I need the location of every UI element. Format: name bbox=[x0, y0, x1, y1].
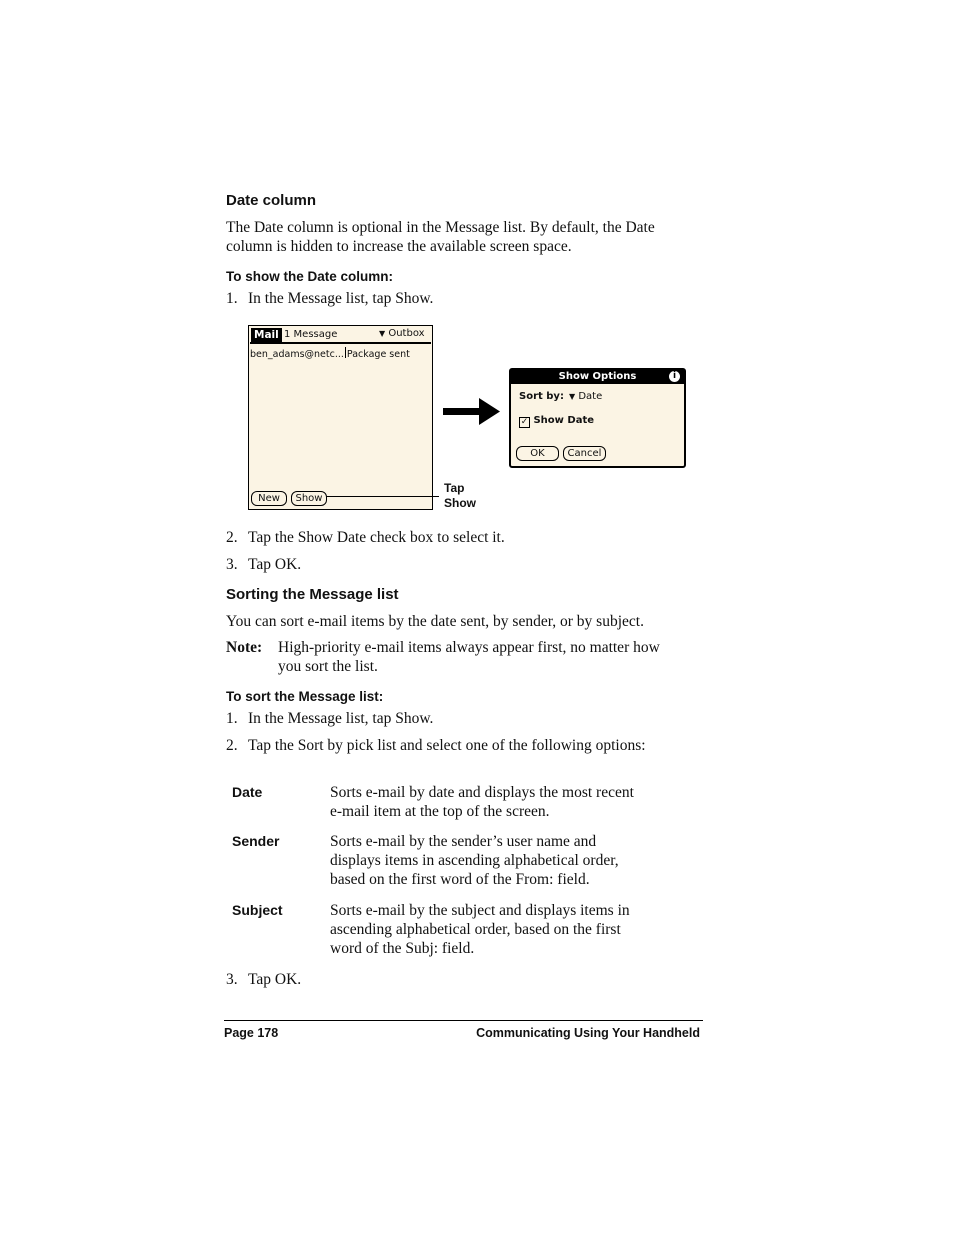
section-heading-date-column: Date column bbox=[226, 192, 317, 209]
step-text: Tap OK. bbox=[248, 971, 302, 988]
step-text: Tap the Show Date check box to select it. bbox=[248, 529, 505, 546]
description-line: word of the Subj: field. bbox=[330, 940, 475, 957]
callout-line1: Tap bbox=[444, 481, 465, 495]
step-text: In the Message list, tap Show. bbox=[248, 710, 434, 727]
option-description bbox=[330, 901, 700, 958]
show-options-dialog bbox=[509, 368, 686, 468]
message-count: 1 Message bbox=[284, 329, 338, 340]
page-number: Page 178 bbox=[224, 1026, 279, 1040]
paragraph-line: The Date column is optional in the Message list. By default, the Date bbox=[226, 219, 655, 236]
note-label: Note: bbox=[226, 639, 263, 656]
cancel-button[interactable]: Cancel bbox=[563, 446, 606, 461]
description-line: displays items in ascending alphabetical order, bbox=[330, 852, 619, 869]
step-number: 1. bbox=[226, 290, 238, 307]
step-text: Tap OK. bbox=[248, 556, 302, 573]
dialog-title: Show Options bbox=[511, 370, 684, 384]
description-line: e-mail item at the top of the screen. bbox=[330, 803, 550, 820]
description-line: ascending alphabetical order, based on the first bbox=[330, 921, 621, 938]
sort-by-value: Date bbox=[578, 391, 603, 402]
message-from: ben_adams@netc... bbox=[250, 349, 344, 360]
step-text: In the Message list, tap Show. bbox=[248, 290, 434, 307]
step-number: 2. bbox=[226, 737, 238, 754]
step-number: 3. bbox=[226, 556, 238, 573]
new-button[interactable]: New bbox=[251, 491, 287, 506]
step-number: 3. bbox=[226, 971, 238, 988]
right-arrow-icon bbox=[441, 398, 501, 426]
procedure-heading: To show the Date column: bbox=[226, 269, 394, 284]
title-underline bbox=[250, 342, 431, 344]
ok-button[interactable]: OK bbox=[516, 446, 559, 461]
option-term: Sender bbox=[232, 833, 280, 849]
step-number: 2. bbox=[226, 529, 238, 546]
option-term: Subject bbox=[232, 902, 283, 918]
paragraph-line: column is hidden to increase the available screen space. bbox=[226, 238, 572, 255]
paragraph-line: You can sort e-mail items by the date sent, by sender, or by subject. bbox=[226, 613, 644, 630]
column-divider bbox=[345, 347, 346, 358]
note-text-line: you sort the list. bbox=[278, 658, 378, 675]
callout-label bbox=[444, 481, 476, 511]
callout-line2: Show bbox=[444, 496, 476, 510]
description-line: based on the first word of the From: field. bbox=[330, 871, 590, 888]
chapter-title: Communicating Using Your Handheld bbox=[476, 1026, 700, 1040]
triangle-down-icon: ▼ bbox=[569, 392, 576, 401]
callout-line bbox=[326, 496, 439, 497]
option-description bbox=[330, 832, 700, 889]
note-text-line: High-priority e-mail items always appear first, no matter how bbox=[278, 639, 660, 656]
sort-by-picker[interactable] bbox=[569, 391, 602, 402]
option-subject bbox=[232, 901, 702, 961]
show-date-label: Show Date bbox=[533, 415, 595, 426]
description-line: Sorts e-mail by the subject and displays items in bbox=[330, 902, 630, 919]
option-term: Date bbox=[232, 784, 263, 800]
folder-name: Outbox bbox=[388, 328, 425, 339]
info-icon[interactable]: i bbox=[669, 371, 680, 382]
step-text: Tap the Sort by pick list and select one of the following options: bbox=[248, 737, 646, 754]
footer-rule bbox=[224, 1020, 703, 1021]
option-description bbox=[330, 783, 700, 821]
procedure-heading: To sort the Message list: bbox=[226, 689, 384, 704]
option-sender bbox=[232, 832, 702, 892]
show-button[interactable]: Show bbox=[291, 491, 327, 506]
description-line: Sorts e-mail by date and displays the most recent bbox=[330, 784, 634, 801]
triangle-down-icon: ▼ bbox=[379, 329, 386, 338]
checkbox-checked-icon: ✓ bbox=[520, 417, 529, 427]
sort-by-label: Sort by: bbox=[519, 391, 564, 402]
message-row[interactable] bbox=[250, 347, 431, 360]
folder-picker[interactable] bbox=[379, 328, 425, 339]
mail-app-tab[interactable]: Mail bbox=[251, 328, 282, 342]
step-number: 1. bbox=[226, 710, 238, 727]
message-subject: Package sent bbox=[346, 349, 410, 360]
description-line: Sorts e-mail by the sender’s user name and bbox=[330, 833, 597, 850]
show-date-checkbox[interactable] bbox=[519, 415, 594, 428]
section-heading-sorting: Sorting the Message list bbox=[226, 586, 399, 603]
mail-screen bbox=[248, 325, 433, 510]
